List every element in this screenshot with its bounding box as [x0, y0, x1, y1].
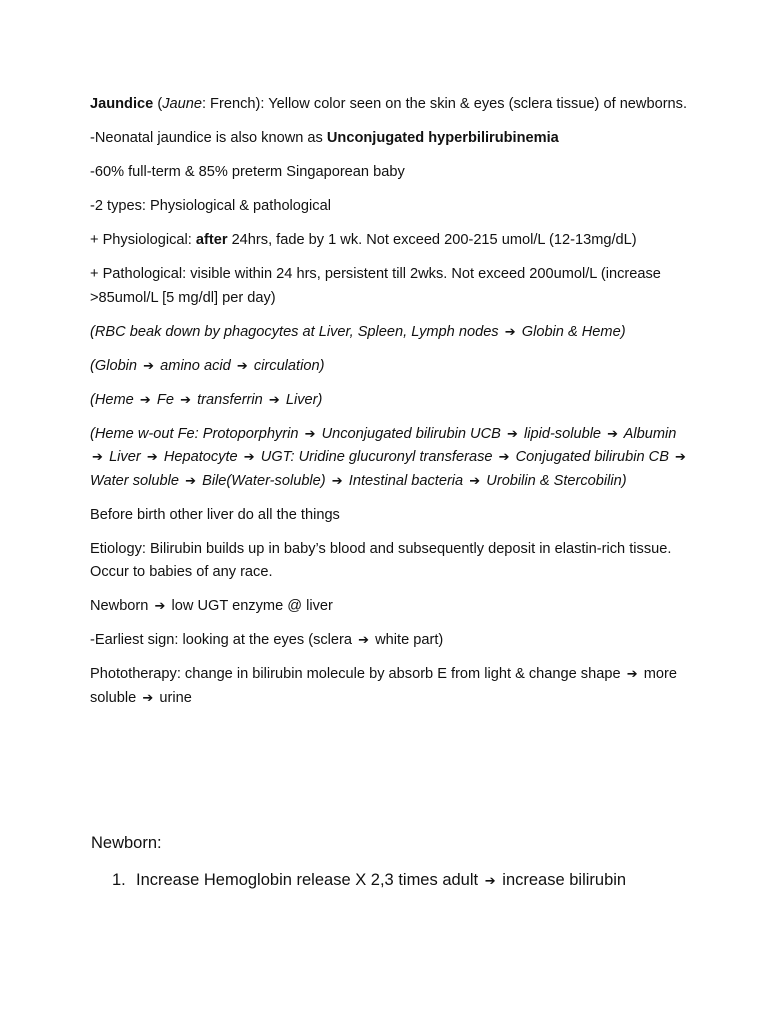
arrow-right-icon: ➔	[142, 690, 154, 706]
arrow-right-icon: ➔	[180, 392, 191, 408]
paragraph-phototherapy: Phototherapy: change in bilirubin molecule by absorb E from light & change shape ➔ more soluble ➔ urine	[90, 663, 690, 710]
arrow-right-icon: ➔	[504, 324, 516, 340]
arrow-right-icon: ➔	[92, 450, 103, 465]
arrow-right-icon: ➔	[236, 358, 248, 374]
section-heading-newborn: Newborn:	[91, 834, 162, 852]
arrow-right-icon: ➔	[243, 450, 255, 465]
list-text: Increase Hemoglobin release X 2,3 times adult ➔ increase bilirubin	[136, 868, 626, 894]
arrow-right-icon: ➔	[484, 874, 496, 889]
term-jaune: Jaune	[162, 96, 202, 112]
paragraph-neonatal: -Neonatal jaundice is also known as Unconjugated hyperbilirubinemia	[90, 130, 559, 146]
paragraph-jaundice-definition: Jaundice (Jaune: French): Yellow color seen on the skin & eyes (sclera tissue) of newborns.	[90, 96, 688, 112]
paragraph-heme-pathway: (Heme w-out Fe: Protoporphyrin ➔ Unconjugated bilirubin UCB ➔ lipid-soluble ➔ Albumin ➔ Liver ➔ Hepatocyte ➔ UGT: Uridine glucuronyl transferase ➔ Conjugated bilirubin CB ➔ Water soluble ➔ Bile(Water-soluble) ➔ Intestinal bacteria ➔ Urobilin & Stercobilin)	[90, 423, 690, 494]
paragraph-newborn-ugt: Newborn ➔ low UGT enzyme @ liver	[90, 595, 690, 619]
paragraph-before-birth: Before birth other liver do all the things	[90, 506, 340, 523]
paragraph-heme: (Heme ➔ Fe ➔ transferrin ➔ Liver)	[90, 389, 690, 413]
arrow-right-icon: ➔	[154, 599, 166, 614]
paragraph-physiological: + Physiological: after 24hrs, fade by 1 wk. Not exceed 200-215 umol/L (12-13mg/dL)	[90, 232, 637, 248]
arrow-right-icon: ➔	[185, 473, 196, 489]
arrow-right-icon: ➔	[626, 667, 638, 682]
arrow-right-icon: ➔	[358, 633, 370, 648]
list-item	[112, 868, 626, 894]
arrow-right-icon: ➔	[331, 473, 343, 489]
paragraph-types: -2 types: Physiological & pathological	[90, 198, 331, 214]
arrow-right-icon: ➔	[139, 392, 151, 408]
term-jaundice: Jaundice	[90, 96, 154, 112]
arrow-right-icon: ➔	[675, 450, 686, 465]
arrow-right-icon: ➔	[304, 426, 316, 442]
arrow-right-icon: ➔	[146, 450, 158, 465]
document-body	[90, 93, 690, 721]
arrow-right-icon: ➔	[506, 426, 518, 442]
arrow-right-icon: ➔	[143, 358, 155, 374]
paragraph-earliest-sign: -Earliest sign: looking at the eyes (sclera ➔ white part)	[90, 629, 690, 653]
arrow-right-icon: ➔	[498, 450, 510, 465]
arrow-right-icon: ➔	[268, 392, 280, 408]
list-number: 1.	[112, 871, 126, 889]
paragraph-etiology: Etiology: Bilirubin builds up in baby’s blood and subsequently deposit in elastin-rich tissue. Occur to babies of any race.	[90, 540, 672, 580]
paragraph-pathological: + Pathological: visible within 24 hrs, persistent till 2wks. Not exceed 200umol/L (increase >85umol/L [5 mg/dl] per day)	[90, 266, 661, 306]
paragraph-incidence: -60% full-term & 85% preterm Singaporean baby	[90, 164, 405, 180]
paragraph-rbc: (RBC beak down by phagocytes at Liver, Spleen, Lymph nodes ➔ Globin & Heme)	[90, 321, 690, 345]
term-unconjugated-hyperbilirubinemia: Unconjugated hyperbilirubinemia	[326, 130, 559, 146]
paragraph-globin: (Globin ➔ amino acid ➔ circulation)	[90, 355, 690, 379]
arrow-right-icon: ➔	[607, 426, 619, 442]
arrow-right-icon: ➔	[469, 473, 481, 489]
